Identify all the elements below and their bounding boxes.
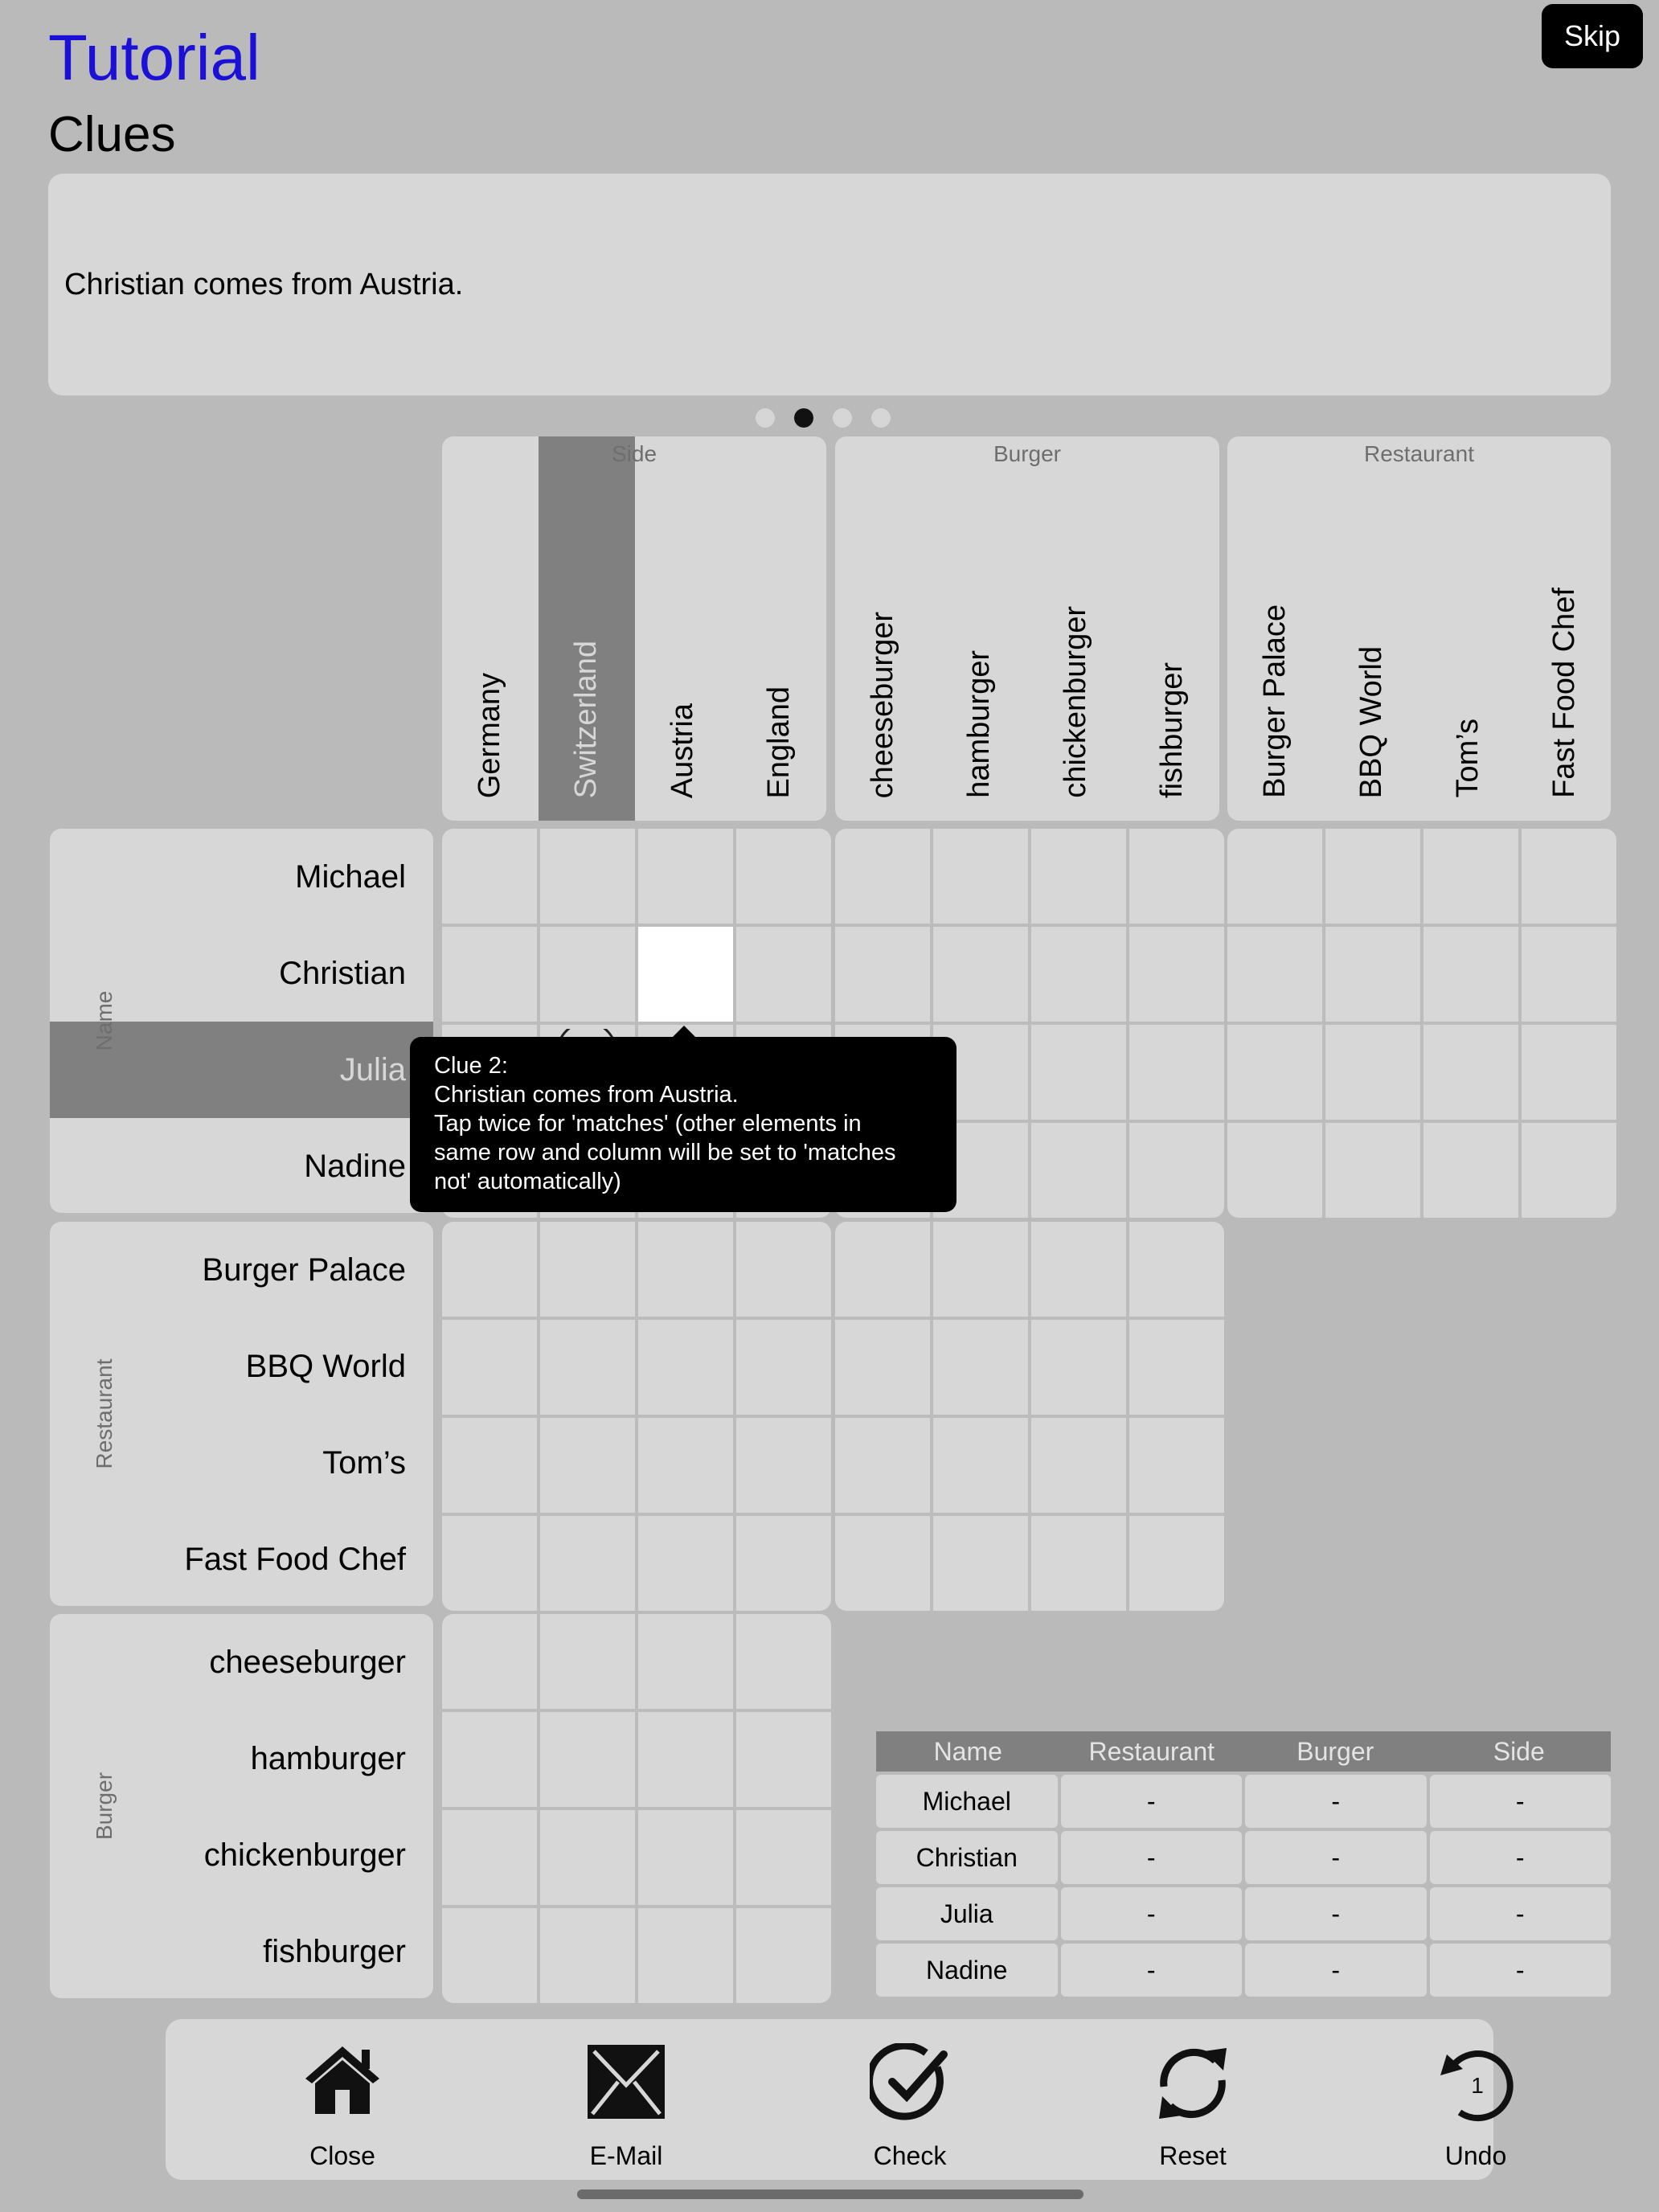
grid-name-restaurant [1227,829,1616,1218]
row-label-nadine[interactable]: Nadine [304,1148,406,1184]
grid-cell[interactable] [638,1810,733,1905]
grid-restaurant-burger [835,1222,1224,1611]
grid-cell[interactable] [1129,829,1224,924]
refresh-icon [1153,2043,1233,2124]
grid-cell[interactable] [1031,1025,1126,1120]
grid-cell[interactable] [1423,829,1518,924]
grid-cell[interactable] [736,1418,831,1513]
summary-cell: Nadine [876,1944,1058,1997]
tutorial-tooltip[interactable] [410,1037,956,1212]
grid-cell[interactable] [1129,927,1224,1022]
summary-cell: Michael [876,1775,1058,1828]
tooltip-line: Clue 2: [434,1053,508,1079]
summary-cell: - [1061,1831,1243,1884]
page-dot-4[interactable] [871,408,891,428]
table-row [876,1887,1611,1940]
grid-cell[interactable] [1522,1025,1616,1120]
column-label-toms[interactable]: Tom’s [1451,719,1485,798]
grid-cell[interactable] [442,1810,537,1905]
check-button[interactable] [830,2019,990,2180]
grid-cell[interactable] [1423,1123,1518,1218]
grid-cell[interactable] [638,1222,733,1317]
summary-table [876,1731,1611,1997]
grid-burger-side [442,1614,831,2003]
grid-cell[interactable] [736,927,831,1022]
grid-cell[interactable] [442,1712,537,1807]
summary-cell: Julia [876,1887,1058,1940]
summary-header-cell: Burger [1296,1736,1374,1766]
column-label-austria[interactable]: Austria [666,703,699,798]
grid-cell[interactable] [540,1614,635,1709]
clue-card[interactable] [48,174,1611,395]
summary-header-cell: Side [1493,1736,1545,1766]
grid-cell[interactable] [1129,1320,1224,1415]
grid-cell[interactable] [638,829,733,924]
summary-cell: - [1245,1831,1427,1884]
check-label: Check [873,2141,947,2170]
grid-cell[interactable] [638,1418,733,1513]
grid-cell[interactable] [1325,1025,1420,1120]
column-group-label: Side [611,441,657,466]
grid-cell[interactable] [1031,1320,1126,1415]
grid-cell[interactable] [638,1320,733,1415]
grid-cell[interactable] [442,1516,537,1611]
grid-cell[interactable] [1031,1222,1126,1317]
column-label-germany[interactable]: Germany [473,672,506,798]
undo-icon [1436,2043,1516,2124]
page-dot-3[interactable] [833,408,852,428]
undo-button[interactable] [1395,2019,1556,2180]
grid-restaurant-side [442,1222,831,1611]
grid-cell[interactable] [1129,1123,1224,1218]
grid-cell[interactable] [540,1222,635,1317]
summary-header-cell: Restaurant [1088,1736,1215,1766]
tooltip-line: same row and column will be set to 'matches [434,1140,896,1165]
close-label: Close [309,2141,375,2170]
summary-cell: - [1430,1831,1612,1884]
column-header-restaurant [1227,436,1611,821]
grid-cell[interactable] [540,1418,635,1513]
row-header-burger [50,1614,433,1998]
grid-cell[interactable] [540,1908,635,2003]
summary-cell: - [1245,1887,1427,1940]
column-label-burger-palace[interactable]: Burger Palace [1258,604,1292,798]
grid-cell[interactable] [540,927,635,1022]
summary-cell: - [1430,1944,1612,1997]
column-label-bbq-world[interactable]: BBQ World [1354,645,1388,798]
summary-cell: - [1245,1775,1427,1828]
summary-cell: - [1245,1944,1427,1997]
grid-cell[interactable] [1423,927,1518,1022]
grid-cell[interactable] [736,1712,831,1807]
grid-cell[interactable] [835,1418,930,1513]
grid-cell[interactable] [442,1614,537,1709]
row-label-toms[interactable]: Tom’s [322,1444,406,1481]
grid-cell[interactable] [442,1418,537,1513]
grid-cell[interactable] [442,1908,537,2003]
grid-cell[interactable] [736,1516,831,1611]
grid-cell[interactable] [835,1516,930,1611]
skip-button[interactable]: Skip [1542,4,1643,68]
tooltip-line: not' automatically) [434,1169,621,1194]
grid-cell[interactable] [933,829,1028,924]
grid-cell[interactable] [1522,927,1616,1022]
grid-cell[interactable] [835,829,930,924]
grid-cell[interactable] [736,1222,831,1317]
row-header-name [50,829,433,1213]
row-label-christian[interactable]: Christian [279,955,406,991]
grid-cell[interactable] [736,829,831,924]
grid-cell[interactable] [442,1320,537,1415]
grid-cell[interactable] [1227,927,1322,1022]
tooltip-line: Christian comes from Austria. [434,1082,739,1108]
grid-cell[interactable] [540,829,635,924]
grid-cell[interactable] [1129,1516,1224,1611]
column-header-burger [835,436,1219,821]
grid-cell[interactable] [1522,829,1616,924]
column-label-england[interactable]: England [762,686,796,798]
bottom-toolbar [166,2019,1507,2180]
summary-cell: Christian [876,1831,1058,1884]
page-title: Tutorial [48,22,260,93]
undo-count: 1 [1471,2073,1484,2098]
column-label-fast-food-chef[interactable]: Fast Food Chef [1547,588,1581,798]
grid-cell[interactable] [933,1418,1028,1513]
grid-cell[interactable] [540,1320,635,1415]
grid-cell[interactable] [1325,927,1420,1022]
grid-cell[interactable] [933,1516,1028,1611]
row-label-fishburger[interactable]: fishburger [263,1933,406,1969]
grid-cell[interactable] [1227,1123,1322,1218]
summary-cell: - [1061,1775,1243,1828]
grid-cell[interactable] [1031,1123,1126,1218]
row-label-chickenburger[interactable]: chickenburger [203,1837,406,1873]
grid-cell[interactable] [835,927,930,1022]
grid-cell[interactable] [736,1908,831,2003]
mail-icon [586,2043,666,2120]
grid-cell[interactable] [540,1712,635,1807]
email-button[interactable] [546,2019,707,2180]
row-label-julia[interactable]: Julia [339,1051,406,1088]
tooltip-line: Tap twice for 'matches' (other elements in [434,1111,862,1137]
row-group-label: Name [92,990,117,1051]
grid-cell-christian-austria[interactable] [638,927,733,1022]
summary-cell: - [1430,1775,1612,1828]
grid-cell[interactable] [1129,1418,1224,1513]
grid-cell[interactable] [835,1222,930,1317]
column-label-chickenburger[interactable]: chickenburger [1059,606,1092,798]
row-label-hamburger[interactable]: hamburger [250,1740,406,1776]
row-label-bbq-world[interactable]: BBQ World [245,1348,406,1384]
table-row [876,1831,1611,1884]
reset-label: Reset [1159,2141,1227,2170]
page-dot-2[interactable] [794,408,813,428]
grid-cell[interactable] [442,927,537,1022]
grid-cell[interactable] [736,1810,831,1905]
home-indicator[interactable] [577,2189,1083,2199]
grid-cell[interactable] [540,1810,635,1905]
grid-cell[interactable] [638,1516,733,1611]
grid-cell[interactable] [540,1516,635,1611]
summary-cell: - [1061,1887,1243,1940]
grid-cell[interactable] [933,927,1028,1022]
summary-cell: - [1061,1944,1243,1997]
table-row [876,1775,1611,1828]
grid-cell[interactable] [1031,927,1126,1022]
clue-text: Christian comes from Austria. [64,267,464,301]
grid-cell[interactable] [1031,1516,1126,1611]
summary-header-cell: Name [933,1736,1002,1766]
column-header-side [442,436,826,821]
column-label-cheeseburger[interactable]: cheeseburger [866,611,899,798]
grid-cell[interactable] [1423,1025,1518,1120]
grid-cell[interactable] [1325,829,1420,924]
undo-label: Undo [1444,2141,1507,2170]
grid-cell[interactable] [1227,1025,1322,1120]
row-header-restaurant [50,1222,433,1606]
grid-cell[interactable] [638,1908,733,2003]
grid-cell[interactable] [1522,1123,1616,1218]
row-group-label: Burger [92,1772,117,1841]
grid-cell[interactable] [933,1222,1028,1317]
table-row [876,1944,1611,1997]
checkmark-icon [870,2043,950,2124]
grid-cell[interactable] [638,1614,733,1709]
grid-cell[interactable] [736,1614,831,1709]
grid-cell[interactable] [1031,829,1126,924]
grid-cell[interactable] [1325,1123,1420,1218]
row-label-burger-palace[interactable]: Burger Palace [202,1251,406,1288]
row-label-cheeseburger[interactable]: cheeseburger [209,1644,406,1680]
row-group-label: Restaurant [92,1358,117,1469]
row-label-michael[interactable]: Michael [295,858,406,895]
column-label-hamburger[interactable]: hamburger [962,650,996,798]
home-icon [302,2043,383,2117]
column-label-switzerland[interactable]: Switzerland [569,640,603,798]
reset-button[interactable] [1112,2019,1273,2180]
column-group-label: Restaurant [1364,441,1474,466]
section-title: Clues [48,107,176,162]
grid-cell[interactable] [1129,1222,1224,1317]
column-label-fishburger[interactable]: fishburger [1155,662,1189,798]
close-button[interactable] [262,2019,423,2180]
summary-cell: - [1430,1887,1612,1940]
email-label: E-Mail [589,2141,663,2170]
grid-cell[interactable] [835,1320,930,1415]
column-group-label: Burger [993,441,1062,466]
summary-header [876,1731,1611,1772]
grid-cell[interactable] [933,1320,1028,1415]
grid-cell[interactable] [736,1320,831,1415]
grid-cell[interactable] [442,829,537,924]
grid-cell[interactable] [1129,1025,1224,1120]
grid-cell[interactable] [442,1222,537,1317]
page-dot-1[interactable] [756,408,775,428]
grid-cell[interactable] [1227,829,1322,924]
row-label-fast-food-chef[interactable]: Fast Food Chef [184,1541,406,1577]
grid-cell[interactable] [638,1712,733,1807]
grid-cell[interactable] [1031,1418,1126,1513]
